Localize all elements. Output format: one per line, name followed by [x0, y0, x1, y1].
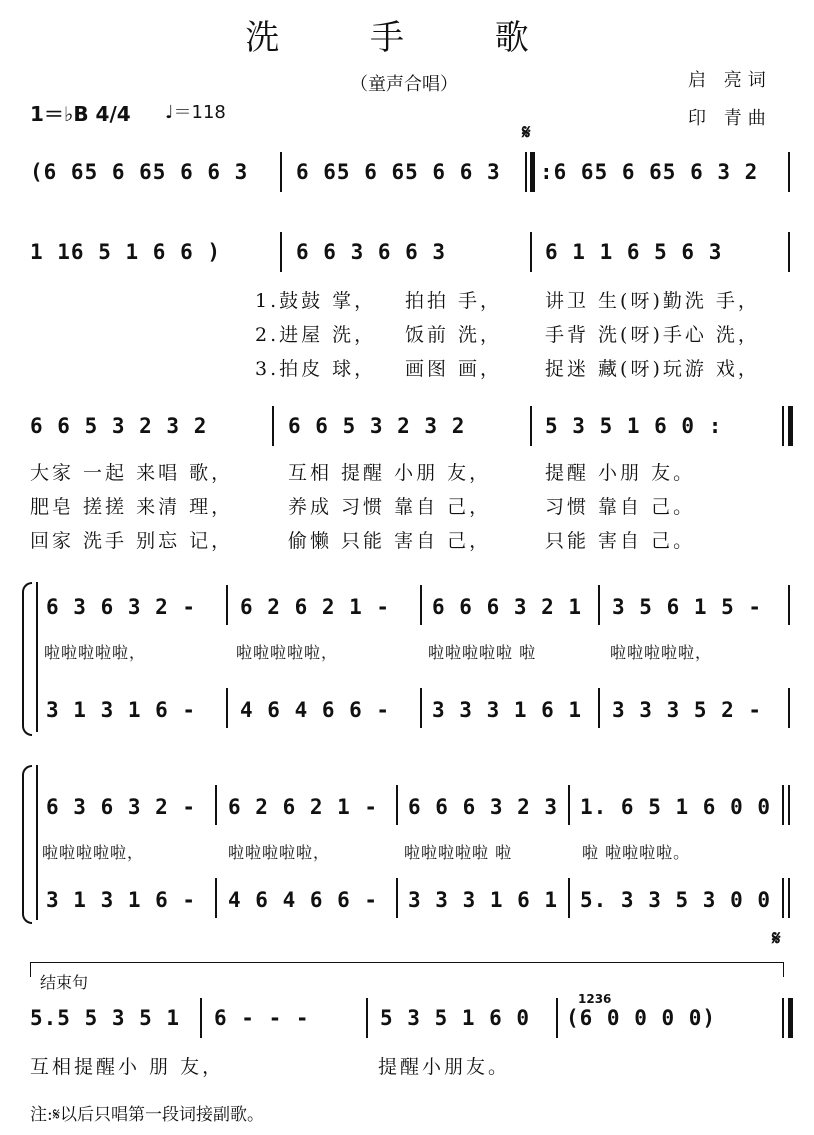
ending-m3: 5 3 5 1 6 0 [380, 1006, 531, 1030]
barline [280, 152, 282, 192]
la-lyric: 啦啦啦啦啦， [236, 643, 339, 662]
barline [568, 785, 570, 825]
barline [782, 878, 784, 918]
barline [396, 878, 398, 918]
barline [530, 406, 532, 446]
segno-icon: 𝄋 [772, 926, 781, 950]
la-lyric: 啦啦啦啦啦， [228, 843, 331, 862]
r5b-m1: 3 1 3 1 6 - [46, 888, 197, 912]
barline [226, 585, 228, 625]
song-title: 洗 手 歌 [245, 18, 569, 58]
barline [788, 585, 790, 625]
r4a-m1: 6 3 6 3 2 - [46, 595, 197, 619]
row3-measure1: 6 6 5 3 2 3 2 [30, 414, 208, 438]
la-lyric: 啦啦啦啦啦 啦 [404, 843, 513, 862]
tempo-marking: ♩＝118 [165, 102, 226, 123]
barline [396, 785, 398, 825]
barline [215, 878, 217, 918]
r5a-m3: 6 6 6 3 2 3 [408, 795, 559, 819]
ending-label: 结束句 [40, 973, 89, 992]
repeat-end-bar [788, 406, 793, 446]
barline [598, 688, 600, 728]
ending-lyric1: 互相提醒小 朋 友， [30, 1056, 225, 1078]
verse1-part3: 讲卫 生(呀)勤洗 手， [545, 290, 760, 312]
la-lyric: 啦 啦啦啦啦。 [582, 843, 691, 862]
la-lyric: 啦啦啦啦啦， [42, 843, 145, 862]
barline [420, 688, 422, 728]
ending-lyric2: 提醒小朋友。 [378, 1056, 511, 1078]
subtitle: （童声合唱） [350, 74, 458, 95]
segno-icon: 𝄋 [522, 120, 531, 144]
barline [568, 878, 570, 918]
key-signature: 1＝♭B 4/4 [30, 102, 131, 126]
ending-m1: 5.5 5 3 5 1 [30, 1006, 181, 1030]
row1-measure1: (6 65 6 65 6 6 3 [30, 160, 249, 184]
row3-measure2: 6 6 5 3 2 3 2 [288, 414, 466, 438]
barline [788, 878, 790, 918]
la-lyric: 啦啦啦啦啦 啦 [428, 643, 537, 662]
barline [366, 998, 368, 1038]
r4b-m1: 3 1 3 1 6 - [46, 698, 197, 722]
r5b-m3: 3 3 3 1 6 1 [408, 888, 559, 912]
row1-measure2: 6 65 6 65 6 6 3 [296, 160, 501, 184]
r5b-m2: 4 6 4 6 6 - [228, 888, 379, 912]
row2-measure3: 6 1 1 6 5 6 3 [545, 240, 723, 264]
chorus2-part1: 肥皂 搓搓 来清 理， [30, 496, 234, 518]
la-lyric: 啦啦啦啦啦， [44, 643, 147, 662]
barline [782, 406, 784, 446]
verse2-part2: 饭前 洗， [405, 324, 503, 346]
barline [782, 998, 784, 1038]
verse3-part3: 捉迷 藏(呀)玩游 戏， [545, 358, 760, 380]
chorus1-part3: 提醒 小朋 友。 [545, 462, 696, 484]
chorus1-part2: 互相 提醒 小朋 友， [288, 462, 492, 484]
verse1-part1: 1.鼓鼓 掌， [255, 290, 377, 312]
r4b-m3: 3 3 3 1 6 1 [432, 698, 583, 722]
row2-measure2: 6 6 3 6 6 3 [296, 240, 447, 264]
system-brace [22, 765, 32, 924]
verse3-part2: 画图 画， [405, 358, 503, 380]
ending-m4: (6 0 0 0 0) [566, 1006, 717, 1030]
verse2-part3: 手背 洗(呀)手心 洗， [545, 324, 760, 346]
r4b-m4: 3 3 3 5 2 - [612, 698, 763, 722]
footnote: 注:𝄋以后只唱第一段词接副歌。 [30, 1105, 265, 1125]
r4b-m2: 4 6 4 6 6 - [240, 698, 391, 722]
chorus2-part3: 习惯 靠自 己。 [545, 496, 696, 518]
r4a-m4: 3 5 6 1 5 - [612, 595, 763, 619]
barline [788, 152, 790, 192]
repeat-start-bar [530, 152, 535, 192]
composer-credit: 印 青曲 [688, 108, 772, 129]
barline [788, 688, 790, 728]
ending-bracket [30, 962, 784, 977]
row2-measure1: 1 16 5 1 6 6 ) [30, 240, 222, 264]
verse1-part2: 拍拍 手， [405, 290, 503, 312]
row1-measure3: :6 65 6 65 6 3 2 [540, 160, 759, 184]
la-lyric: 啦啦啦啦啦， [610, 643, 713, 662]
r5b-m4: 5. 3 3 5 3 0 0 [580, 888, 772, 912]
barline [782, 785, 784, 825]
r5a-m1: 6 3 6 3 2 - [46, 795, 197, 819]
chorus3-part2: 偷懒 只能 害自 己， [288, 530, 492, 552]
chorus1-part1: 大家 一起 来唱 歌， [30, 462, 234, 484]
barline [598, 585, 600, 625]
barline [788, 785, 790, 825]
barline [556, 998, 558, 1038]
r4a-m3: 6 6 6 3 2 1 [432, 595, 583, 619]
ending-m2: 6 - - - [214, 1006, 310, 1030]
barline [226, 688, 228, 728]
grace-notes: 1236 [578, 992, 612, 1006]
chorus3-part1: 回家 洗手 别忘 记， [30, 530, 234, 552]
chorus2-part2: 养成 习惯 靠自 己， [288, 496, 492, 518]
system-barline [36, 765, 38, 920]
barline [788, 232, 790, 272]
r4a-m2: 6 2 6 2 1 - [240, 595, 391, 619]
barline [420, 585, 422, 625]
barline [280, 232, 282, 272]
barline [200, 998, 202, 1038]
lyricist-credit: 启 亮词 [688, 70, 772, 91]
barline [525, 152, 527, 192]
barline [215, 785, 217, 825]
verse3-part1: 3.拍皮 球， [255, 358, 377, 380]
system-brace [22, 582, 32, 736]
r5a-m2: 6 2 6 2 1 - [228, 795, 379, 819]
chorus3-part3: 只能 害自 己。 [545, 530, 696, 552]
final-bar [788, 998, 793, 1038]
verse2-part1: 2.进屋 洗， [255, 324, 377, 346]
barline [272, 406, 274, 446]
barline [530, 232, 532, 272]
system-barline [36, 582, 38, 732]
row3-measure3: 5 3 5 1 6 0 : [545, 414, 723, 438]
r5a-m4: 1. 6 5 1 6 0 0 [580, 795, 772, 819]
